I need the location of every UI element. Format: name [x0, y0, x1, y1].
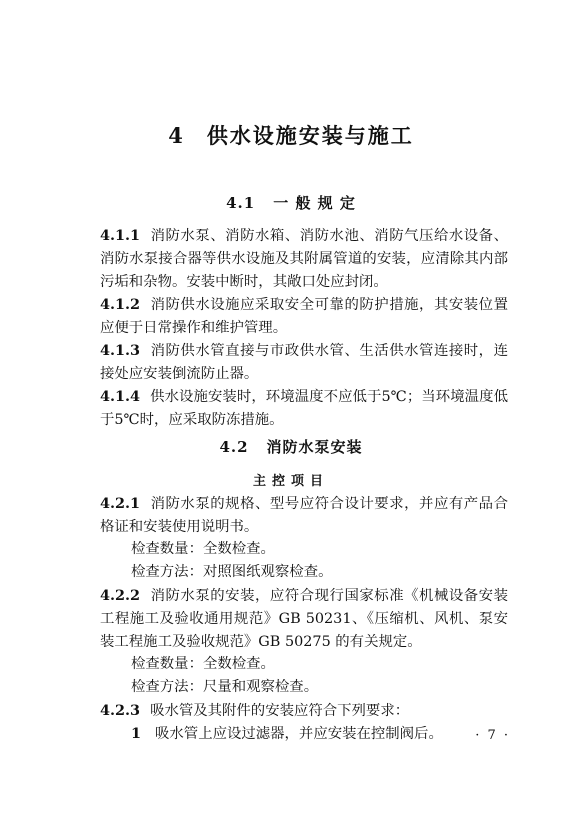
- clause-text: 消防供水设施应采取安全可靠的防护措施，其安装位置应便于日常操作和维护管理。: [100, 297, 508, 336]
- chapter-title: [0, 120, 582, 150]
- inspection-quantity: 检查数量：全数检查。: [131, 656, 275, 672]
- clause-number: 4.2.3: [100, 702, 141, 719]
- clause-text: 供水设施安装时，环境温度不应低于5℃；当环境温度低于5℃时，应采取防冻措施。: [100, 389, 508, 428]
- clause-4-1-1: [100, 224, 508, 294]
- page-number: · 7 ·: [475, 728, 510, 743]
- clause-number: 4.1.4: [100, 388, 141, 405]
- chapter-title-text: 供水设施安装与施工: [206, 123, 414, 148]
- clause-text: 消防供水管直接与市政供水管、生活供水管连接时，连接处应安装倒流防止器。: [100, 343, 508, 382]
- clause-4-2-1: [100, 492, 508, 539]
- clause-number: 4.1.2: [100, 296, 141, 313]
- section-title-text: 消防水泵安装: [266, 438, 363, 456]
- item-text: 吸水管上应设过滤器，并应安装在控制阀后。: [155, 726, 443, 742]
- clause-number: 4.2.1: [100, 495, 141, 512]
- inspection-method: 检查方法：尺量和观察检查。: [131, 679, 319, 695]
- section-number: 4.1: [226, 194, 256, 212]
- clause-text: 吸水管及其附件的安装应符合下列要求：: [150, 703, 410, 719]
- clause-4-2-2: [100, 584, 508, 654]
- clause-4-1-3: [100, 339, 508, 386]
- section-title-4-2: [0, 436, 582, 457]
- section-number: 4.2: [219, 438, 249, 456]
- inspection-method: 检查方法：对照图纸观察检查。: [131, 564, 333, 580]
- item-number: 1: [131, 725, 142, 742]
- clause-4-1-4: [100, 385, 508, 432]
- list-item: [131, 722, 508, 746]
- clause-text: 消防水泵、消防水箱、消防水池、消防气压给水设备、消防水泵接合器等供水设施及其附属管道的安装，应清除其内部污垢和杂物。安装中断时，其敞口处应封闭。: [100, 228, 508, 290]
- clause-number: 4.2.2: [100, 587, 141, 604]
- chapter-number: 4: [168, 123, 185, 148]
- subheading-main-control: 主控项目: [252, 474, 329, 489]
- clause-4-1-2: [100, 293, 508, 340]
- clause-text: 消防水泵的安装，应符合现行国家标准《机械设备安装工程施工及验收通用规范》GB 50231、《压缩机、风机、泵安装工程施工及验收规范》GB 50275 的有关规定。: [100, 588, 508, 650]
- inspection-quantity: 检查数量：全数检查。: [131, 541, 275, 557]
- clause-text: 消防水泵的规格、型号应符合设计要求，并应有产品合格证和安装使用说明书。: [100, 496, 508, 535]
- section-title-text: 一 般 规 定: [273, 194, 356, 212]
- clause-number: 4.1.3: [100, 342, 141, 359]
- clause-number: 4.1.1: [100, 227, 141, 244]
- section-title-4-1: [0, 192, 582, 213]
- clause-4-2-3: [100, 699, 508, 723]
